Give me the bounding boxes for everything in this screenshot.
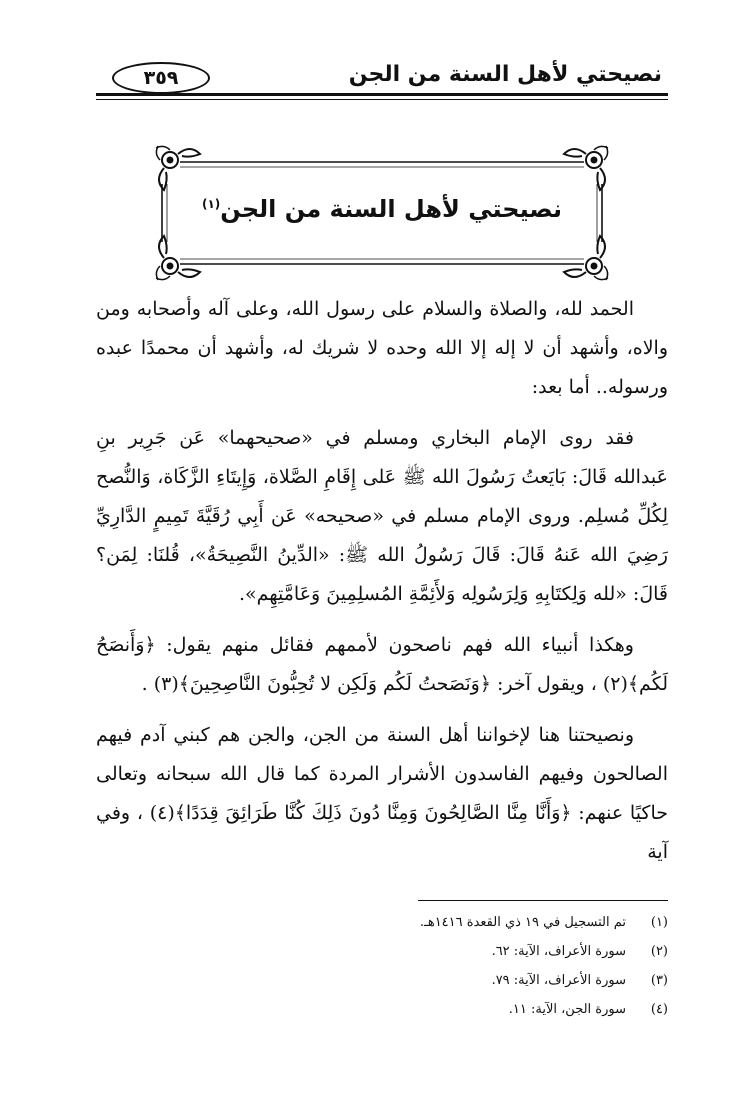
body-text [96,290,668,884]
header-rule-thin [96,99,668,100]
footnote-number: (١) [650,915,668,930]
footnote-rule [418,900,668,901]
running-title: نصيحتي لأهل السنة من الجن [348,62,662,87]
header-rule [96,93,668,96]
footnote-text: سورة الأعراف، الآية: ٧٩. [491,973,626,988]
footnote-text: تم التسجيل في ١٩ ذي القعدة ١٤١٦هـ. [419,915,626,930]
chapter-title-text: نصيحتي لأهل السنة من الجن [220,195,563,223]
page-number: ٣٥٩ [112,62,210,94]
chapter-footnote-mark: (١) [201,197,221,211]
footnote-number: (٢) [650,944,668,959]
footnote-text: سورة الجن، الآية: ١١. [508,1002,626,1017]
paragraph-hadith: فقد روى الإمام البخاري ومسلم في «صحيحهما» عَن جَرِير بنِ عَبدالله قَالَ: بَايَعتُ رَسُولَ الله ﷺ عَلى إِقَامِ الصَّلاة، وَإِيتَاءِ الزَّكَاة، وَالنُّصح لِكُلِّ مُسلِم. وروى الإمام مسلم في «صحيحه» عَن أَبِي رُقَيَّةَ تَمِيمٍ الدَّارِيِّ رَضِيَ الله عَنهُ قَالَ: قَالَ رَسُولُ الله ﷺ: «الدِّينُ النَّصِيحَةُ»، قُلنَا: لِمَن؟ قَالَ: «لله وَلِكتَابِهِ وَلِرَسُولِه وَلأَئِمَّةِ المُسلِمِينَ وَعَامَّتِهِم». [96,427,668,605]
chapter-title [150,184,614,229]
footnote [96,995,668,1024]
paragraph-prophets: وهكذا أنبياء الله فهم ناصحون لأممهم فقائل منهم يقول: ﴿وَأَنصَحُ لَكُم﴾(٢) ، ويقول آخر: ﴿وَنَصَحتُ لَكُم وَلَكِن لا تُحِبُّونَ النَّاصِحِينَ﴾(٣) . [96,634,668,695]
footnote [96,908,668,937]
footnotes [96,908,668,1024]
running-header [96,58,668,98]
chapter-title-frame [150,140,614,286]
paragraph-jinn: ونصيحتنا هنا لإخواننا أهل السنة من الجن، والجن هم كبني آدم فيهم الصالحون وفيهم الفاسدون الأشرار المردة كما قال الله سبحانه وتعالى حاكيًا عنهم: ﴿وَأَنَّا مِنَّا الصَّالِحُونَ وَمِنَّا دُونَ ذَلِكَ كُنَّا طَرَائِقَ قِدَدًا﴾(٤) ، وفي آية [96,724,669,863]
footnote-number: (٤) [650,1002,668,1017]
paragraph-intro: الحمد لله، والصلاة والسلام على رسول الله، وعلى آله وأصحابه ومن والاه، وأشهد أن لا إله إلا الله وحده لا شريك له، وأشهد أن محمدًا عبده ورسوله.. أما بعد: [96,298,668,398]
footnote-number: (٣) [650,973,668,988]
footnote-text: سورة الأعراف، الآية: ٦٢. [491,944,626,959]
footnote [96,966,668,995]
footnote [96,937,668,966]
